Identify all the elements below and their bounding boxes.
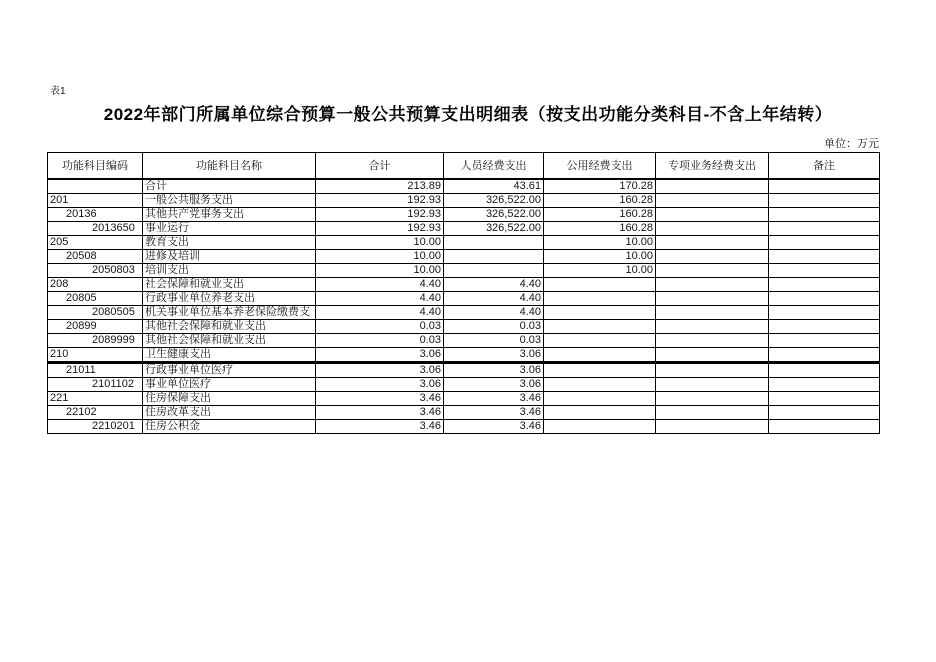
remark-cell	[769, 377, 880, 391]
table-row	[48, 263, 880, 277]
remark-cell	[769, 193, 880, 207]
table-row	[48, 235, 880, 249]
code-cell: 2050803	[48, 263, 143, 277]
name-cell: 一般公共服务支出	[143, 193, 316, 207]
name-cell: 机关事业单位基本养老保险缴费支	[143, 305, 316, 319]
total-cell: 213.89	[316, 179, 444, 194]
code-cell: 21011	[48, 362, 143, 377]
personnel-cell: 43.61	[444, 179, 544, 194]
table-row	[48, 405, 880, 419]
remark-cell	[769, 235, 880, 249]
personnel-cell	[444, 263, 544, 277]
table-row	[48, 305, 880, 319]
total-cell: 192.93	[316, 193, 444, 207]
table-row	[48, 179, 880, 194]
remark-cell	[769, 291, 880, 305]
total-cell: 3.46	[316, 391, 444, 405]
public-cell	[544, 347, 656, 362]
name-cell: 其他社会保障和就业支出	[143, 333, 316, 347]
public-cell: 160.28	[544, 207, 656, 221]
table-header	[48, 153, 880, 179]
column-header-special: 专项业务经费支出	[656, 153, 769, 179]
name-cell: 其他共产党事务支出	[143, 207, 316, 221]
table-row	[48, 377, 880, 391]
name-cell: 教育支出	[143, 235, 316, 249]
page-title: 2022年部门所属单位综合预算一般公共预算支出明细表（按支出功能分类科目-不含上年结转）	[103, 105, 833, 124]
name-cell: 合计	[143, 179, 316, 194]
special-expense-cell	[656, 362, 769, 377]
total-cell: 3.46	[316, 419, 444, 433]
special-expense-cell	[656, 179, 769, 194]
public-cell: 170.28	[544, 179, 656, 194]
personnel-cell: 326,522.00	[444, 221, 544, 235]
name-cell: 住房保障支出	[143, 391, 316, 405]
personnel-cell: 3.06	[444, 377, 544, 391]
total-cell: 0.03	[316, 333, 444, 347]
table-body	[48, 179, 880, 434]
column-header-remark: 备注	[769, 153, 880, 179]
remark-cell	[769, 362, 880, 377]
table-row	[48, 391, 880, 405]
column-header-name: 功能科目名称	[143, 153, 316, 179]
code-cell: 221	[48, 391, 143, 405]
personnel-cell: 326,522.00	[444, 207, 544, 221]
column-header-total: 合计	[316, 153, 444, 179]
total-cell: 3.06	[316, 362, 444, 377]
public-cell	[544, 291, 656, 305]
special-expense-cell	[656, 391, 769, 405]
special-expense-cell	[656, 193, 769, 207]
total-cell: 10.00	[316, 249, 444, 263]
total-cell: 4.40	[316, 305, 444, 319]
personnel-cell: 0.03	[444, 333, 544, 347]
table-row	[48, 207, 880, 221]
public-cell	[544, 362, 656, 377]
code-cell: 2080505	[48, 305, 143, 319]
code-cell: 208	[48, 277, 143, 291]
name-cell: 培训支出	[143, 263, 316, 277]
name-cell: 行政事业单位养老支出	[143, 291, 316, 305]
total-cell: 192.93	[316, 221, 444, 235]
personnel-cell: 4.40	[444, 305, 544, 319]
total-cell: 10.00	[316, 263, 444, 277]
personnel-cell: 3.46	[444, 405, 544, 419]
special-expense-cell	[656, 333, 769, 347]
total-cell: 0.03	[316, 319, 444, 333]
public-cell	[544, 391, 656, 405]
code-cell: 2089999	[48, 333, 143, 347]
special-expense-cell	[656, 377, 769, 391]
code-cell: 20508	[48, 249, 143, 263]
name-cell: 其他社会保障和就业支出	[143, 319, 316, 333]
public-cell	[544, 277, 656, 291]
public-cell	[544, 305, 656, 319]
public-cell: 160.28	[544, 193, 656, 207]
special-expense-cell	[656, 319, 769, 333]
table-row	[48, 419, 880, 433]
public-cell	[544, 419, 656, 433]
public-cell	[544, 319, 656, 333]
table-row	[48, 333, 880, 347]
personnel-cell	[444, 249, 544, 263]
personnel-cell: 3.06	[444, 347, 544, 362]
remark-cell	[769, 319, 880, 333]
column-header-public: 公用经费支出	[544, 153, 656, 179]
remark-cell	[769, 305, 880, 319]
table-row	[48, 193, 880, 207]
name-cell: 社会保障和就业支出	[143, 277, 316, 291]
table-row	[48, 249, 880, 263]
public-cell: 10.00	[544, 263, 656, 277]
special-expense-cell	[656, 277, 769, 291]
remark-cell	[769, 277, 880, 291]
name-cell: 事业单位医疗	[143, 377, 316, 391]
code-cell: 20136	[48, 207, 143, 221]
code-cell: 22102	[48, 405, 143, 419]
name-cell: 住房公积金	[143, 419, 316, 433]
total-cell: 3.06	[316, 347, 444, 362]
public-cell: 160.28	[544, 221, 656, 235]
personnel-cell: 4.40	[444, 291, 544, 305]
total-cell: 3.46	[316, 405, 444, 419]
public-cell	[544, 405, 656, 419]
header-row	[48, 153, 880, 179]
table-row	[48, 362, 880, 377]
code-cell: 201	[48, 193, 143, 207]
table-row	[48, 291, 880, 305]
special-expense-cell	[656, 207, 769, 221]
special-expense-cell	[656, 347, 769, 362]
public-cell	[544, 377, 656, 391]
total-cell: 10.00	[316, 235, 444, 249]
remark-cell	[769, 419, 880, 433]
table-row	[48, 277, 880, 291]
remark-cell	[769, 333, 880, 347]
name-cell: 进修及培训	[143, 249, 316, 263]
unit-label: 单位：万元	[824, 138, 879, 150]
special-expense-cell	[656, 305, 769, 319]
total-cell: 192.93	[316, 207, 444, 221]
table-label: 表1	[50, 86, 66, 97]
public-cell: 10.00	[544, 249, 656, 263]
special-expense-cell	[656, 221, 769, 235]
remark-cell	[769, 207, 880, 221]
special-expense-cell	[656, 419, 769, 433]
personnel-cell: 4.40	[444, 277, 544, 291]
total-cell: 3.06	[316, 377, 444, 391]
remark-cell	[769, 249, 880, 263]
remark-cell	[769, 347, 880, 362]
budget-table	[47, 152, 880, 434]
code-cell: 20805	[48, 291, 143, 305]
special-expense-cell	[656, 291, 769, 305]
name-cell: 行政事业单位医疗	[143, 362, 316, 377]
personnel-cell: 3.46	[444, 419, 544, 433]
code-cell	[48, 179, 143, 194]
total-cell: 4.40	[316, 277, 444, 291]
personnel-cell: 3.46	[444, 391, 544, 405]
name-cell: 卫生健康支出	[143, 347, 316, 362]
personnel-cell: 3.06	[444, 362, 544, 377]
personnel-cell: 0.03	[444, 319, 544, 333]
code-cell: 205	[48, 235, 143, 249]
personnel-cell	[444, 235, 544, 249]
table-row	[48, 319, 880, 333]
code-cell: 210	[48, 347, 143, 362]
special-expense-cell	[656, 249, 769, 263]
name-cell: 事业运行	[143, 221, 316, 235]
personnel-cell: 326,522.00	[444, 193, 544, 207]
special-expense-cell	[656, 405, 769, 419]
column-header-code: 功能科目编码	[48, 153, 143, 179]
table-row	[48, 347, 880, 362]
column-header-personnel: 人员经费支出	[444, 153, 544, 179]
special-expense-cell	[656, 263, 769, 277]
name-cell: 住房改革支出	[143, 405, 316, 419]
total-cell: 4.40	[316, 291, 444, 305]
code-cell: 2210201	[48, 419, 143, 433]
remark-cell	[769, 179, 880, 194]
table-row	[48, 221, 880, 235]
code-cell: 2101102	[48, 377, 143, 391]
public-cell: 10.00	[544, 235, 656, 249]
code-cell: 20899	[48, 319, 143, 333]
public-cell	[544, 333, 656, 347]
remark-cell	[769, 263, 880, 277]
remark-cell	[769, 405, 880, 419]
remark-cell	[769, 391, 880, 405]
remark-cell	[769, 221, 880, 235]
code-cell: 2013650	[48, 221, 143, 235]
special-expense-cell	[656, 235, 769, 249]
